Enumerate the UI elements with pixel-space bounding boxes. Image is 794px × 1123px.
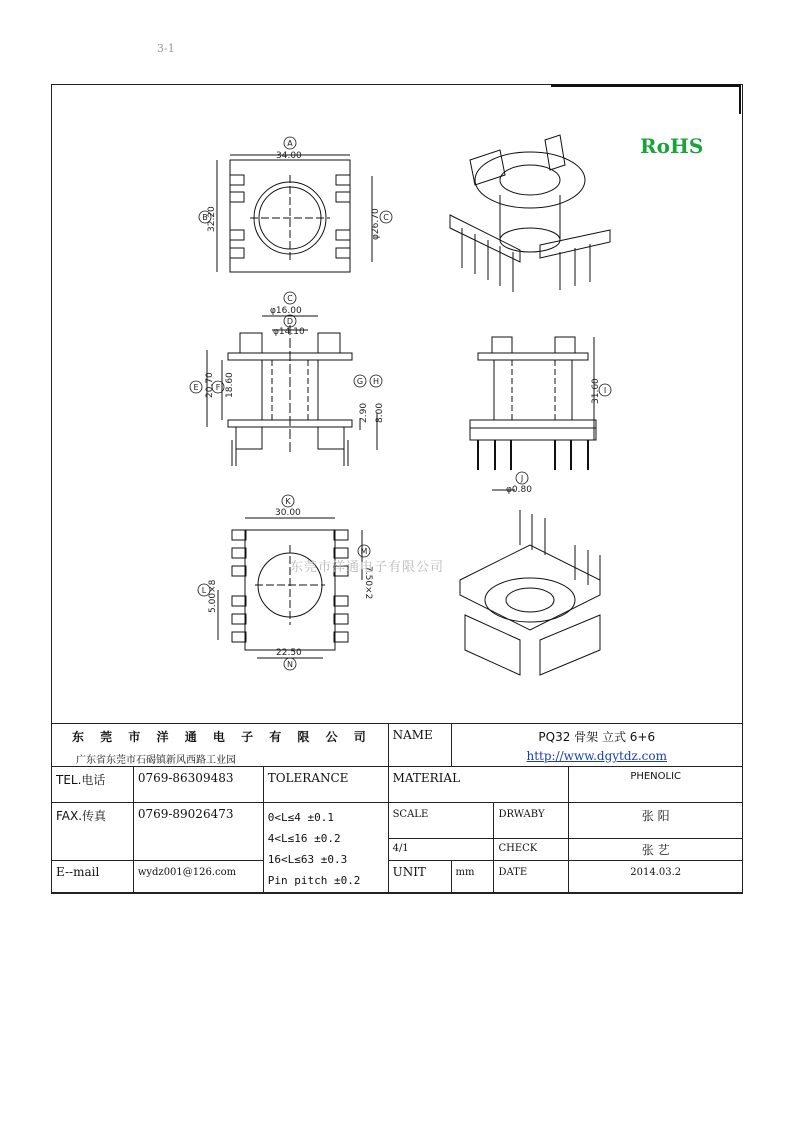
bottom-view	[218, 518, 362, 658]
label-b: B	[202, 213, 208, 222]
dim-b: 32.20	[207, 206, 217, 232]
dim-g: 2.90	[359, 402, 369, 423]
dim-l: 5.00×8	[208, 579, 218, 613]
fax-label: FAX.传真	[52, 803, 134, 861]
label-h: H	[372, 377, 380, 386]
dim-d: φ14.10	[273, 327, 305, 337]
drawn-by-label: DRWABY	[494, 803, 569, 839]
tolerance-range-3: 16<L≤63 ±0.3	[267, 853, 348, 866]
name-label: NAME	[388, 724, 451, 767]
page-number: 3-1	[157, 42, 175, 55]
drawn-by-value: 张 阳	[569, 803, 743, 839]
label-f: F	[215, 383, 221, 392]
label-c-front: C	[287, 294, 293, 303]
tolerance-range-1: 0<L≤4 ±0.1	[267, 811, 334, 824]
dim-k: 30.00	[275, 508, 301, 518]
label-d: D	[286, 317, 294, 326]
isometric-view-bottom	[460, 510, 600, 675]
dim-a: 34.00	[276, 151, 302, 161]
dim-e: 20.70	[205, 372, 215, 398]
fax-value: 0769-89026473	[133, 803, 263, 861]
scale-label: SCALE	[388, 803, 494, 839]
label-m: M	[360, 547, 368, 556]
unit-label: UNIT	[388, 861, 451, 893]
rohs-badge: RoHS	[640, 134, 704, 158]
dim-n: 22.50	[276, 648, 302, 658]
dim-j: φ0.80	[506, 485, 532, 495]
side-view	[470, 337, 596, 490]
check-value: 张 艺	[569, 839, 743, 861]
company-address: 广东省东莞市石碣镇新风西路工业园	[76, 755, 236, 766]
email-value[interactable]: wydz001@126.com	[133, 861, 263, 893]
label-a: A	[287, 139, 293, 148]
tolerance-pin-pitch: Pin pitch ±0.2	[267, 874, 361, 887]
label-l: L	[201, 586, 207, 595]
dim-c: φ26.70	[371, 208, 381, 240]
label-n: N	[287, 660, 293, 669]
label-g: G	[356, 377, 364, 386]
tolerance-range-2: 4<L≤16 ±0.2	[267, 832, 341, 845]
tolerance-label: TOLERANCE	[263, 767, 388, 803]
tel-value: 0769-86309483	[133, 767, 263, 803]
top-view	[217, 155, 372, 272]
dim-h: 8.00	[375, 402, 385, 423]
dim-c-front: φ16.00	[270, 306, 302, 316]
label-c: C	[383, 213, 389, 222]
company-name: 东 莞 市 洋 通 电 子 有 限 公 司	[72, 730, 372, 744]
label-j: J	[520, 474, 524, 483]
unit-value: mm	[451, 861, 494, 893]
label-i: I	[603, 386, 607, 395]
material-label: MATERIAL	[388, 767, 569, 803]
watermark: 东莞市洋通电子有限公司	[290, 560, 445, 575]
material-value: PHENOLIC	[569, 767, 743, 803]
title-block	[51, 723, 743, 893]
date-label: DATE	[494, 861, 569, 893]
label-e: E	[193, 383, 199, 392]
check-label: CHECK	[494, 839, 569, 861]
dim-i: 31.60	[591, 378, 601, 404]
email-label: E--mail	[52, 861, 134, 893]
label-k: K	[285, 497, 291, 506]
dim-f: 18.60	[225, 372, 235, 398]
website-link[interactable]: http://www.dgytdz.com	[526, 749, 667, 763]
tel-label: TEL.电话	[52, 767, 134, 803]
isometric-view-top	[450, 135, 610, 292]
scale-value: 4/1	[388, 839, 494, 861]
name-value: PQ32 骨架 立式 6+6	[538, 730, 656, 744]
dim-m: 7.50×2	[363, 566, 373, 600]
date-value: 2014.03.2	[569, 861, 743, 893]
